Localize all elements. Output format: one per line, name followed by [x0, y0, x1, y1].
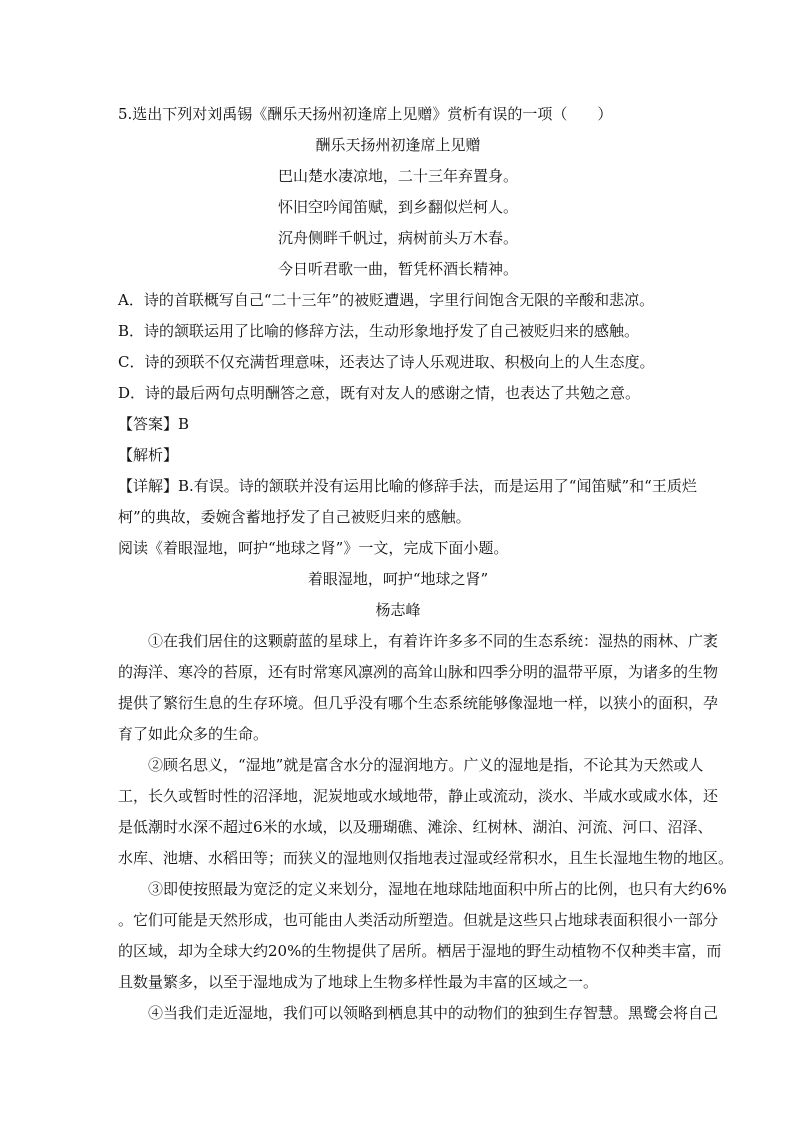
paragraph-line: ④当我们走近湿地，我们可以领略到栖息其中的动物们的独到生存智慧。黑鹭会将自己 — [148, 1004, 719, 1022]
detail-text: B.有误。诗的颔联并没有运用比喻的修辞手法，而是运用了“闻笛赋”和“王质烂 — [178, 477, 697, 495]
paragraph-line: 水库、池塘、水稻田等；而狭义的湿地则仅指地表过湿或经常积水，且生长湿地生物的地区。 — [118, 849, 734, 867]
poem-line: 怀旧空吟闻笛赋，到乡翻似烂柯人。 — [277, 198, 518, 216]
analysis-label: 【解析】 — [118, 446, 179, 464]
poem-line: 沉舟侧畔千帆过，病树前头万木春。 — [277, 229, 518, 247]
paragraph-line: 是低潮时水深不超过6米的水域，以及珊瑚礁、滩涂、红树林、湖泊、河流、河口、沼泽、 — [118, 818, 713, 836]
option-c: C．诗的颈联不仅充满哲理意味，还表达了诗人乐观进取、积极向上的人生态度。 — [118, 353, 655, 371]
detail-line: 柯”的典故，委婉含蓄地抒发了自己被贬归来的感触。 — [118, 508, 471, 526]
paragraph-line: 且数量繁多，以至于湿地成为了地球上生物多样性最为丰富的区域之一。 — [118, 973, 599, 991]
paragraph-line: 。它们可能是天然形成，也可能由人类活动所塑造。但就是这些只占地球表面积很小一部分 — [118, 911, 719, 929]
poem-line: 今日听君歌一曲，暂凭杯酒长精神。 — [277, 260, 518, 278]
article-author: 杨志峰 — [375, 601, 421, 619]
answer-value: B — [178, 415, 190, 433]
paragraph-line: ③即使按照最为宽泛的定义来划分，湿地在地球陆地面积中所占的比例，也只有大约6% — [148, 880, 727, 898]
answer-line — [118, 414, 678, 434]
question-stem: 5.选出下列对刘禹锡《酬乐天扬州初逢席上见赠》赏析有误的一项（ ） — [118, 105, 613, 123]
detail-line — [118, 476, 697, 496]
paragraph-line: 工，长久或暂时性的沼泽地，泥炭地或水域地带，静止或流动，淡水、半咸水或咸水体，还 — [118, 787, 719, 805]
reading-intro: 阅读《着眼湿地，呵护“地球之肾”》一文，完成下面小题。 — [118, 539, 509, 557]
paragraph-line: ①在我们居住的这颗蔚蓝的星球上，有着许许多多不同的生态系统：湿热的雨林、广袤 — [148, 632, 719, 650]
poem-title: 酬乐天扬州初逢席上见赠 — [315, 136, 481, 154]
paragraph-line: 育了如此众多的生命。 — [118, 725, 269, 743]
article-title: 着眼湿地，呵护“地球之肾” — [307, 570, 489, 588]
detail-label: 【详解】 — [118, 477, 179, 495]
paragraph-line: 提供了繁衍生息的生存环境。但几乎没有哪个生态系统能够像湿地一样，以狭小的面积，孕 — [118, 694, 719, 712]
option-d: D．诗的最后两句点明酬答之意，既有对友人的感谢之情，也表达了共勉之意。 — [118, 384, 641, 402]
paragraph-line: ②顾名思义，“湿地”就是富含水分的湿润地方。广义的湿地是指，不论其为天然或人 — [148, 756, 704, 774]
option-a: A．诗的首联概写自己“二十三年”的被贬遭遇，字里行间饱含无限的辛酸和悲凉。 — [118, 291, 655, 309]
paragraph-line: 的海洋、寒冷的苔原，还有时常寒风凛冽的高耸山脉和四季分明的温带平原，为诸多的生物 — [118, 663, 719, 681]
paragraph-line: 的区域，却为全球大约20%的生物提供了居所。栖居于湿地的野生动植物不仅种类丰富，而 — [118, 942, 722, 960]
answer-label: 【答案】 — [118, 415, 179, 433]
option-b: B．诗的颔联运用了比喻的修辞方法，生动形象地抒发了自己被贬归来的感触。 — [118, 322, 640, 340]
poem-line: 巴山楚水凄凉地，二十三年弃置身。 — [277, 167, 518, 185]
